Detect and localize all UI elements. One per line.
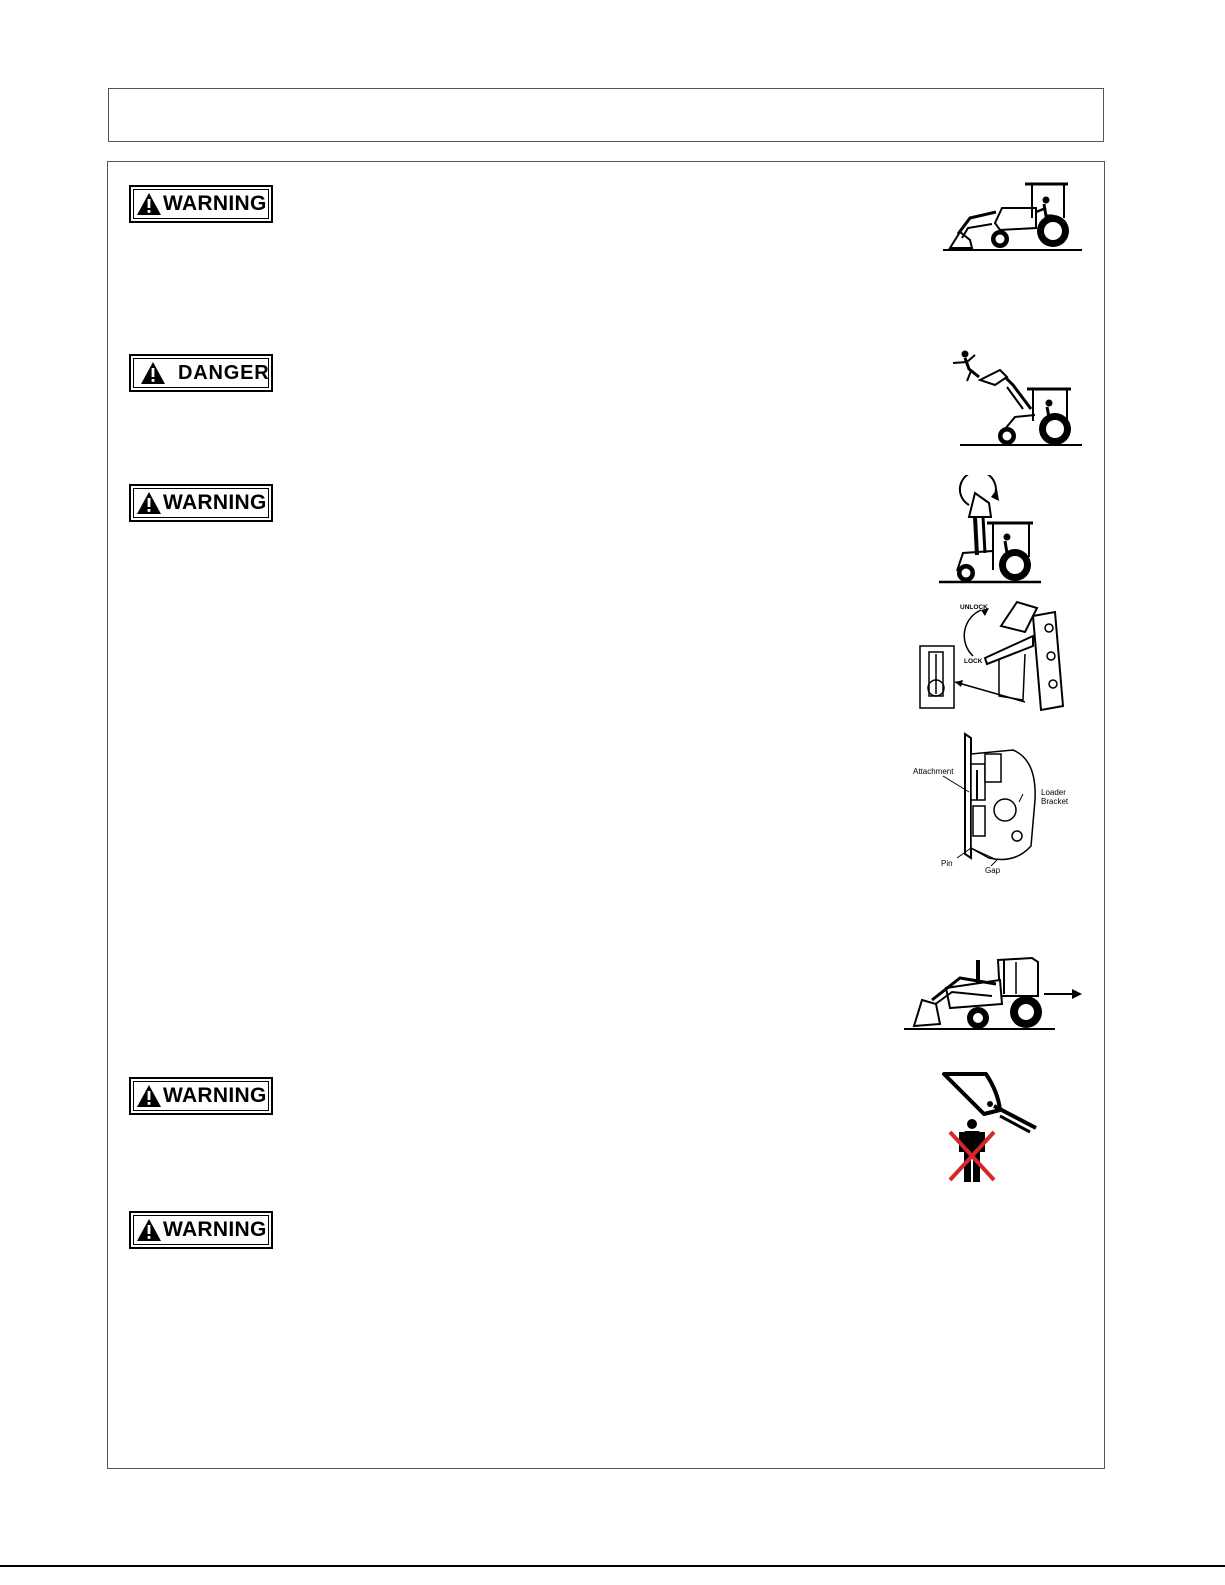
- warning-triangle-icon: [136, 1218, 162, 1242]
- warning-badge: [129, 185, 273, 223]
- tractor-loader-icon: [940, 178, 1085, 258]
- bucket-dump-icon: [935, 475, 1045, 587]
- bracket-pin-text: Pin: [941, 859, 953, 868]
- warning-badge: [129, 1211, 273, 1249]
- no-person-under-bucket-icon: [940, 1070, 1040, 1186]
- bracket-gap-text: Gap: [985, 866, 1001, 875]
- warning-triangle-icon: [136, 491, 162, 515]
- bracket-pin-icon: [905, 730, 1075, 878]
- warning-label: WARNING: [163, 192, 267, 215]
- danger-label: DANGER: [178, 361, 270, 384]
- warning-badge: [129, 1077, 273, 1115]
- warning-label: WARNING: [163, 1218, 267, 1241]
- danger-badge: [129, 354, 273, 392]
- bracket-loader-text: Loader: [1041, 788, 1066, 797]
- warning-badge: [129, 484, 273, 522]
- warning-triangle-icon: [140, 361, 166, 385]
- bracket-attachment-text: Attachment: [913, 767, 954, 776]
- warning-triangle-icon: [136, 1084, 162, 1108]
- footer-rule: [0, 1565, 1225, 1567]
- hitch-lock-text: LOCK: [964, 658, 983, 665]
- falling-person-icon: [945, 345, 1085, 450]
- bracket-bracket-text: Bracket: [1041, 797, 1069, 806]
- page-header-box: [108, 88, 1104, 142]
- tractor-travel-icon: [900, 948, 1085, 1036]
- warning-label: WARNING: [163, 491, 267, 514]
- hitch-lock-icon: [915, 596, 1075, 716]
- warning-label: WARNING: [163, 1084, 267, 1107]
- hitch-unlock-text: UNLOCK: [960, 604, 988, 611]
- warning-triangle-icon: [136, 192, 162, 216]
